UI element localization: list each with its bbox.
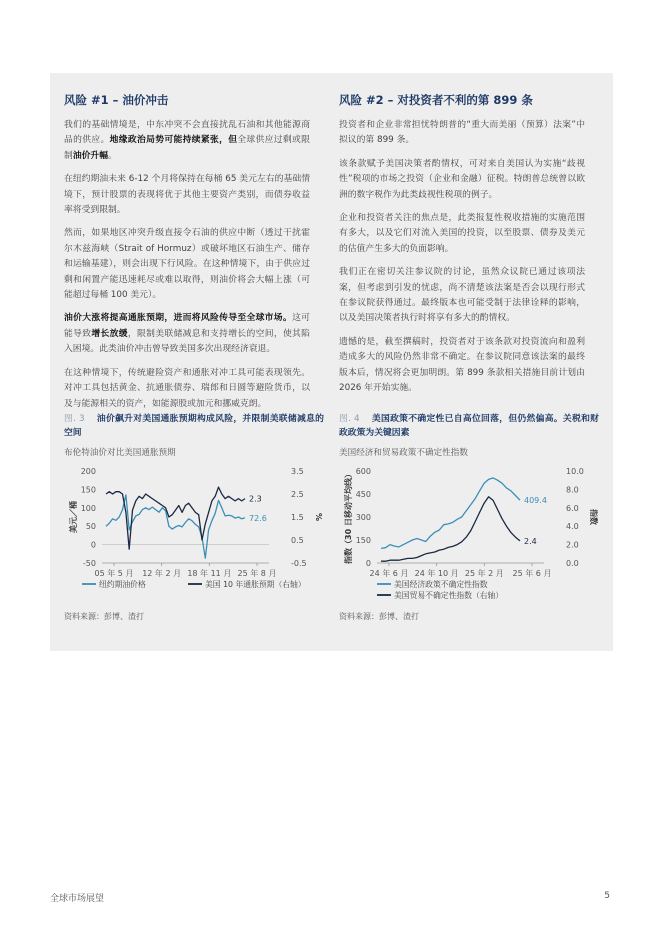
figure-3-subtitle: 布伦特油价对比美国通胀预期 xyxy=(64,448,176,458)
figure-3-chart xyxy=(64,463,324,608)
y2-tick-label: 0.5 xyxy=(291,536,304,546)
series-end-label: 2.3 xyxy=(249,495,262,505)
figure-4-source: 资料来源：彭博、渣打 xyxy=(339,612,419,621)
y2-axis-label: % xyxy=(314,513,323,522)
y2-tick-label: 10.0 xyxy=(566,467,584,477)
figure-4-title: 图. 4 美国政策不确定性已自高位回落，但仍然偏高。关税和财政政策为关键因素 xyxy=(339,414,599,438)
y-tick-label: -50 xyxy=(82,559,96,569)
x-tick-label: 24 年 6 月 xyxy=(369,569,409,579)
figure-4-subtitle: 美国经济和贸易政策不确定性指数 xyxy=(339,448,468,458)
risk-1-paragraph-2: 在纽约期油未来 6-12 个月将保持在每桶 65 美元左右的基础情境下，预计股票的表现将优于其他主要资产类别，而债券收益率将受到限制。 xyxy=(64,174,310,216)
risk-2-paragraph-5: 遗憾的是，截至撰稿时，投资者对于该条款对投资流向和盈利造成多大的风险仍然非常不确定。在参议院同意该法案的最终版本后，情况将会更加明朗。第 899 条款相关措施目前计划由 2026 年开始实施。 xyxy=(339,336,585,394)
x-tick-label: 18 年 11 月 xyxy=(187,569,232,579)
legend-label: 美国经济政策不确定性指数 xyxy=(394,580,488,590)
y2-tick-label: 1.5 xyxy=(291,513,304,523)
y-tick-label: 150 xyxy=(355,536,371,546)
x-tick-label: 25 年 6 月 xyxy=(512,569,552,579)
risk-2-title: 风险 #2 – 对投资者不利的第 899 条 xyxy=(339,93,533,107)
figure-3-source: 资料来源：彭博、渣打 xyxy=(64,612,144,621)
y-tick-label: 100 xyxy=(80,504,96,514)
series-line-2 xyxy=(381,497,520,561)
legend-label: 纽约期油价格 xyxy=(99,580,146,590)
risk-1-column xyxy=(64,93,310,420)
y2-tick-label: 0.0 xyxy=(566,559,579,569)
risk-2-paragraph-1: 投资者和企业非常担忧特朗普的“重大而美丽（预算）法案”中拟议的第 899 条。 xyxy=(339,120,585,146)
y-tick-label: 150 xyxy=(80,485,96,495)
y2-tick-label: 2.5 xyxy=(291,490,304,500)
y2-tick-label: 2.0 xyxy=(566,541,579,551)
risk-1-title: 风险 #1 – 油价冲击 xyxy=(64,93,169,107)
y2-tick-label: 8.0 xyxy=(566,485,579,495)
y-tick-label: 300 xyxy=(355,513,371,523)
risk-1-paragraph-3: 然而，如果地区冲突升级直接令石油的供应中断（透过干扰霍尔木兹海峡（Strait of Hormuz）或破坏地区石油生产、储存和运输基建），则会出现下行风险。在这种情境下，由于供应过剩和闲置产能迅速耗尽或难以取得，则油价将会大幅上涨（可能超过每桶 100 美元）。 xyxy=(64,228,310,301)
figure-3-title: 图. 3 油价飙升对美国通胀预期构成风险，并限制美联储减息的空间 xyxy=(64,414,324,438)
figure-3-number: 图. 3 xyxy=(64,414,85,424)
x-tick-label: 25 年 8 月 xyxy=(237,569,277,579)
risk-1-paragraph-1: 我们的基础情境是，中东冲突不会直接扰乱石油和其他能源商品的供应。地缘政治局势可能持续紧张，但全球供应过剩或限制油价升幅。 xyxy=(64,120,310,161)
risk-2-paragraph-4: 我们正在密切关注参议院的讨论，虽然众议院已通过该项法案，但考虑到引发的忧虑，尚不清楚该法案是否会以现行形式在参议院获得通过。最终版本也可能受制于法律诠释的影响，以及美国决策者执行时将享有多大的酌情权。 xyxy=(339,267,585,324)
series-end-label: 2.4 xyxy=(524,537,537,547)
risk-1-paragraph-4: 油价大涨将提高通胀预期，进而将风险传导至全球市场。这可能导致增长放缓，限制美联储减息和支持增长的空间，使其陷入困境。此类油价冲击曾导致美国多次出现经济衰退。 xyxy=(64,313,310,355)
risk-2-column xyxy=(339,93,585,405)
series-end-label: 409.4 xyxy=(524,496,547,506)
series-line-2 xyxy=(106,488,245,550)
y2-tick-label: 4.0 xyxy=(566,522,579,532)
figure-4-number: 图. 4 xyxy=(339,414,360,424)
figure-3 xyxy=(64,412,324,612)
y-tick-label: 0 xyxy=(90,541,96,551)
figure-4-chart xyxy=(339,463,599,608)
series-end-label: 72.6 xyxy=(249,514,267,524)
y-axis-label: 美元／桶 xyxy=(69,501,78,534)
y-tick-label: 50 xyxy=(85,522,96,532)
figure-4 xyxy=(339,412,599,612)
y2-axis-label: 指数 xyxy=(589,509,598,526)
x-tick-label: 12 年 2 月 xyxy=(142,569,182,579)
y-axis-label: 指数（30 日移动平均线） xyxy=(344,470,353,565)
y-tick-label: 600 xyxy=(355,467,371,477)
x-tick-label: 24 年 10 月 xyxy=(414,569,459,579)
footer-publication-title: 全球市场展望 xyxy=(50,894,105,904)
x-tick-label: 25 年 2 月 xyxy=(464,569,504,579)
risk-1-paragraph-5: 在这种情境下，传统避险资产和通胀对冲工具可能表现领先。对冲工具包括黄金、抗通胀债券、瑞郎和日圆等避险货币，以及与能源相关的资产，如能源股或加元和挪威克朗。 xyxy=(64,367,310,409)
risk-2-paragraph-3: 企业和投资者关注的焦点是，此类报复性税收措施的实施范围有多大，以及它们对流入美国的投资，以至股票、债券及美元的估值产生多大的负面影响。 xyxy=(339,213,585,254)
y2-tick-label: 3.5 xyxy=(291,467,304,477)
y2-tick-label: -0.5 xyxy=(291,559,307,569)
y-tick-label: 450 xyxy=(355,490,371,500)
risk-2-paragraph-2: 该条款赋予美国决策者酌情权，可对来自美国认为实施“歧视性”税项的市场之投资（企业和金融）征税。特朗普总统曾以欧洲的数字税作为此类歧视性税项的例子。 xyxy=(339,158,585,200)
x-tick-label: 05 年 5 月 xyxy=(94,569,134,579)
y-tick-label: 0 xyxy=(365,559,371,569)
y2-tick-label: 6.0 xyxy=(566,504,579,514)
legend-label: 美国贸易不确定性指数（右轴） xyxy=(394,591,504,601)
legend-label: 美国 10 年通胀预期（右轴） xyxy=(205,580,306,590)
y-tick-label: 200 xyxy=(80,467,96,477)
footer-page-number: 5 xyxy=(604,891,610,901)
